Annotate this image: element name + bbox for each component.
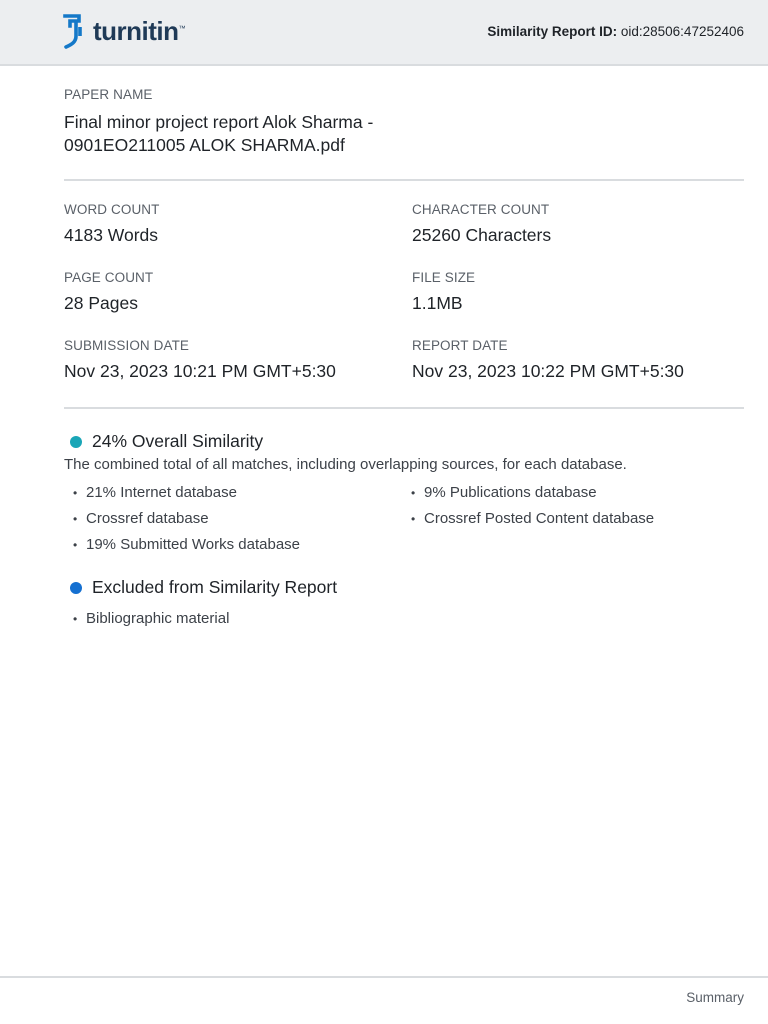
page-count-value: 28 Pages — [64, 293, 138, 313]
excluded-title: Excluded from Similarity Report — [92, 577, 338, 597]
report-header — [0, 0, 768, 66]
report-date-field — [412, 338, 684, 382]
character-count-value: 25260 Characters — [412, 225, 552, 245]
report-date-label: REPORT DATE — [412, 338, 508, 353]
list-item — [64, 484, 237, 501]
similarity-source-submitted-works: 19% Submitted Works database — [86, 536, 301, 553]
character-count-label: CHARACTER COUNT — [412, 202, 550, 217]
file-size-label: FILE SIZE — [412, 270, 476, 285]
report-id-value: oid:28506:47252406 — [620, 24, 744, 39]
similarity-report-id — [487, 24, 744, 39]
excluded-heading — [70, 577, 337, 598]
list-item — [402, 484, 597, 501]
similarity-source-publications: 9% Publications database — [424, 484, 597, 501]
similarity-source-internet: 21% Internet database — [86, 484, 237, 501]
report-date-value: Nov 23, 2023 10:22 PM GMT+5:30 — [412, 361, 684, 381]
bullet-icon: • — [73, 485, 78, 500]
similarity-description: The combined total of all matches, including overlapping sources, for each database. — [64, 456, 627, 473]
similarity-source-crossref-posted: Crossref Posted Content database — [424, 510, 655, 527]
excluded-bibliographic-material: Bibliographic material — [86, 610, 230, 627]
footer-summary-label: Summary — [686, 990, 744, 1005]
bullet-icon: • — [73, 611, 78, 626]
overall-similarity-title: 24% Overall Similarity — [92, 431, 264, 451]
footer-divider — [0, 976, 768, 978]
page-count-label: PAGE COUNT — [64, 270, 154, 285]
word-count-field — [64, 202, 160, 246]
similarity-dot-icon — [70, 436, 82, 448]
file-size-field — [412, 270, 475, 314]
submission-date-label: SUBMISSION DATE — [64, 338, 190, 353]
list-item — [402, 510, 654, 527]
bullet-icon: • — [73, 537, 78, 552]
list-item — [64, 510, 209, 527]
divider — [64, 407, 744, 409]
divider — [64, 179, 744, 181]
page-count-field — [64, 270, 153, 314]
turnitin-logo — [63, 13, 185, 51]
character-count-field — [412, 202, 551, 246]
paper-name-value — [64, 111, 484, 157]
submission-date-value: Nov 23, 2023 10:21 PM GMT+5:30 — [64, 361, 336, 381]
paper-name-line-2: 0901EO211005 ALOK SHARMA.pdf — [64, 135, 345, 155]
bullet-icon: • — [411, 511, 416, 526]
logo-wordmark: turnitin™ — [93, 15, 186, 46]
report-id-label: Similarity Report ID: — [487, 24, 618, 39]
paper-name-section — [64, 87, 484, 157]
excluded-dot-icon — [70, 582, 82, 594]
list-item — [64, 610, 229, 627]
bullet-icon: • — [411, 485, 416, 500]
list-item — [64, 536, 300, 553]
paper-name-label: PAPER NAME — [64, 87, 153, 102]
word-count-value: 4183 Words — [64, 225, 159, 245]
submission-date-field — [64, 338, 336, 382]
bullet-icon: • — [73, 511, 78, 526]
similarity-source-crossref: Crossref database — [86, 510, 209, 527]
turnitin-logo-icon — [63, 14, 89, 50]
file-size-value: 1.1MB — [412, 293, 463, 313]
paper-name-line-1: Final minor project report Alok Sharma - — [64, 112, 374, 132]
word-count-label: WORD COUNT — [64, 202, 160, 217]
overall-similarity-heading — [70, 431, 263, 452]
